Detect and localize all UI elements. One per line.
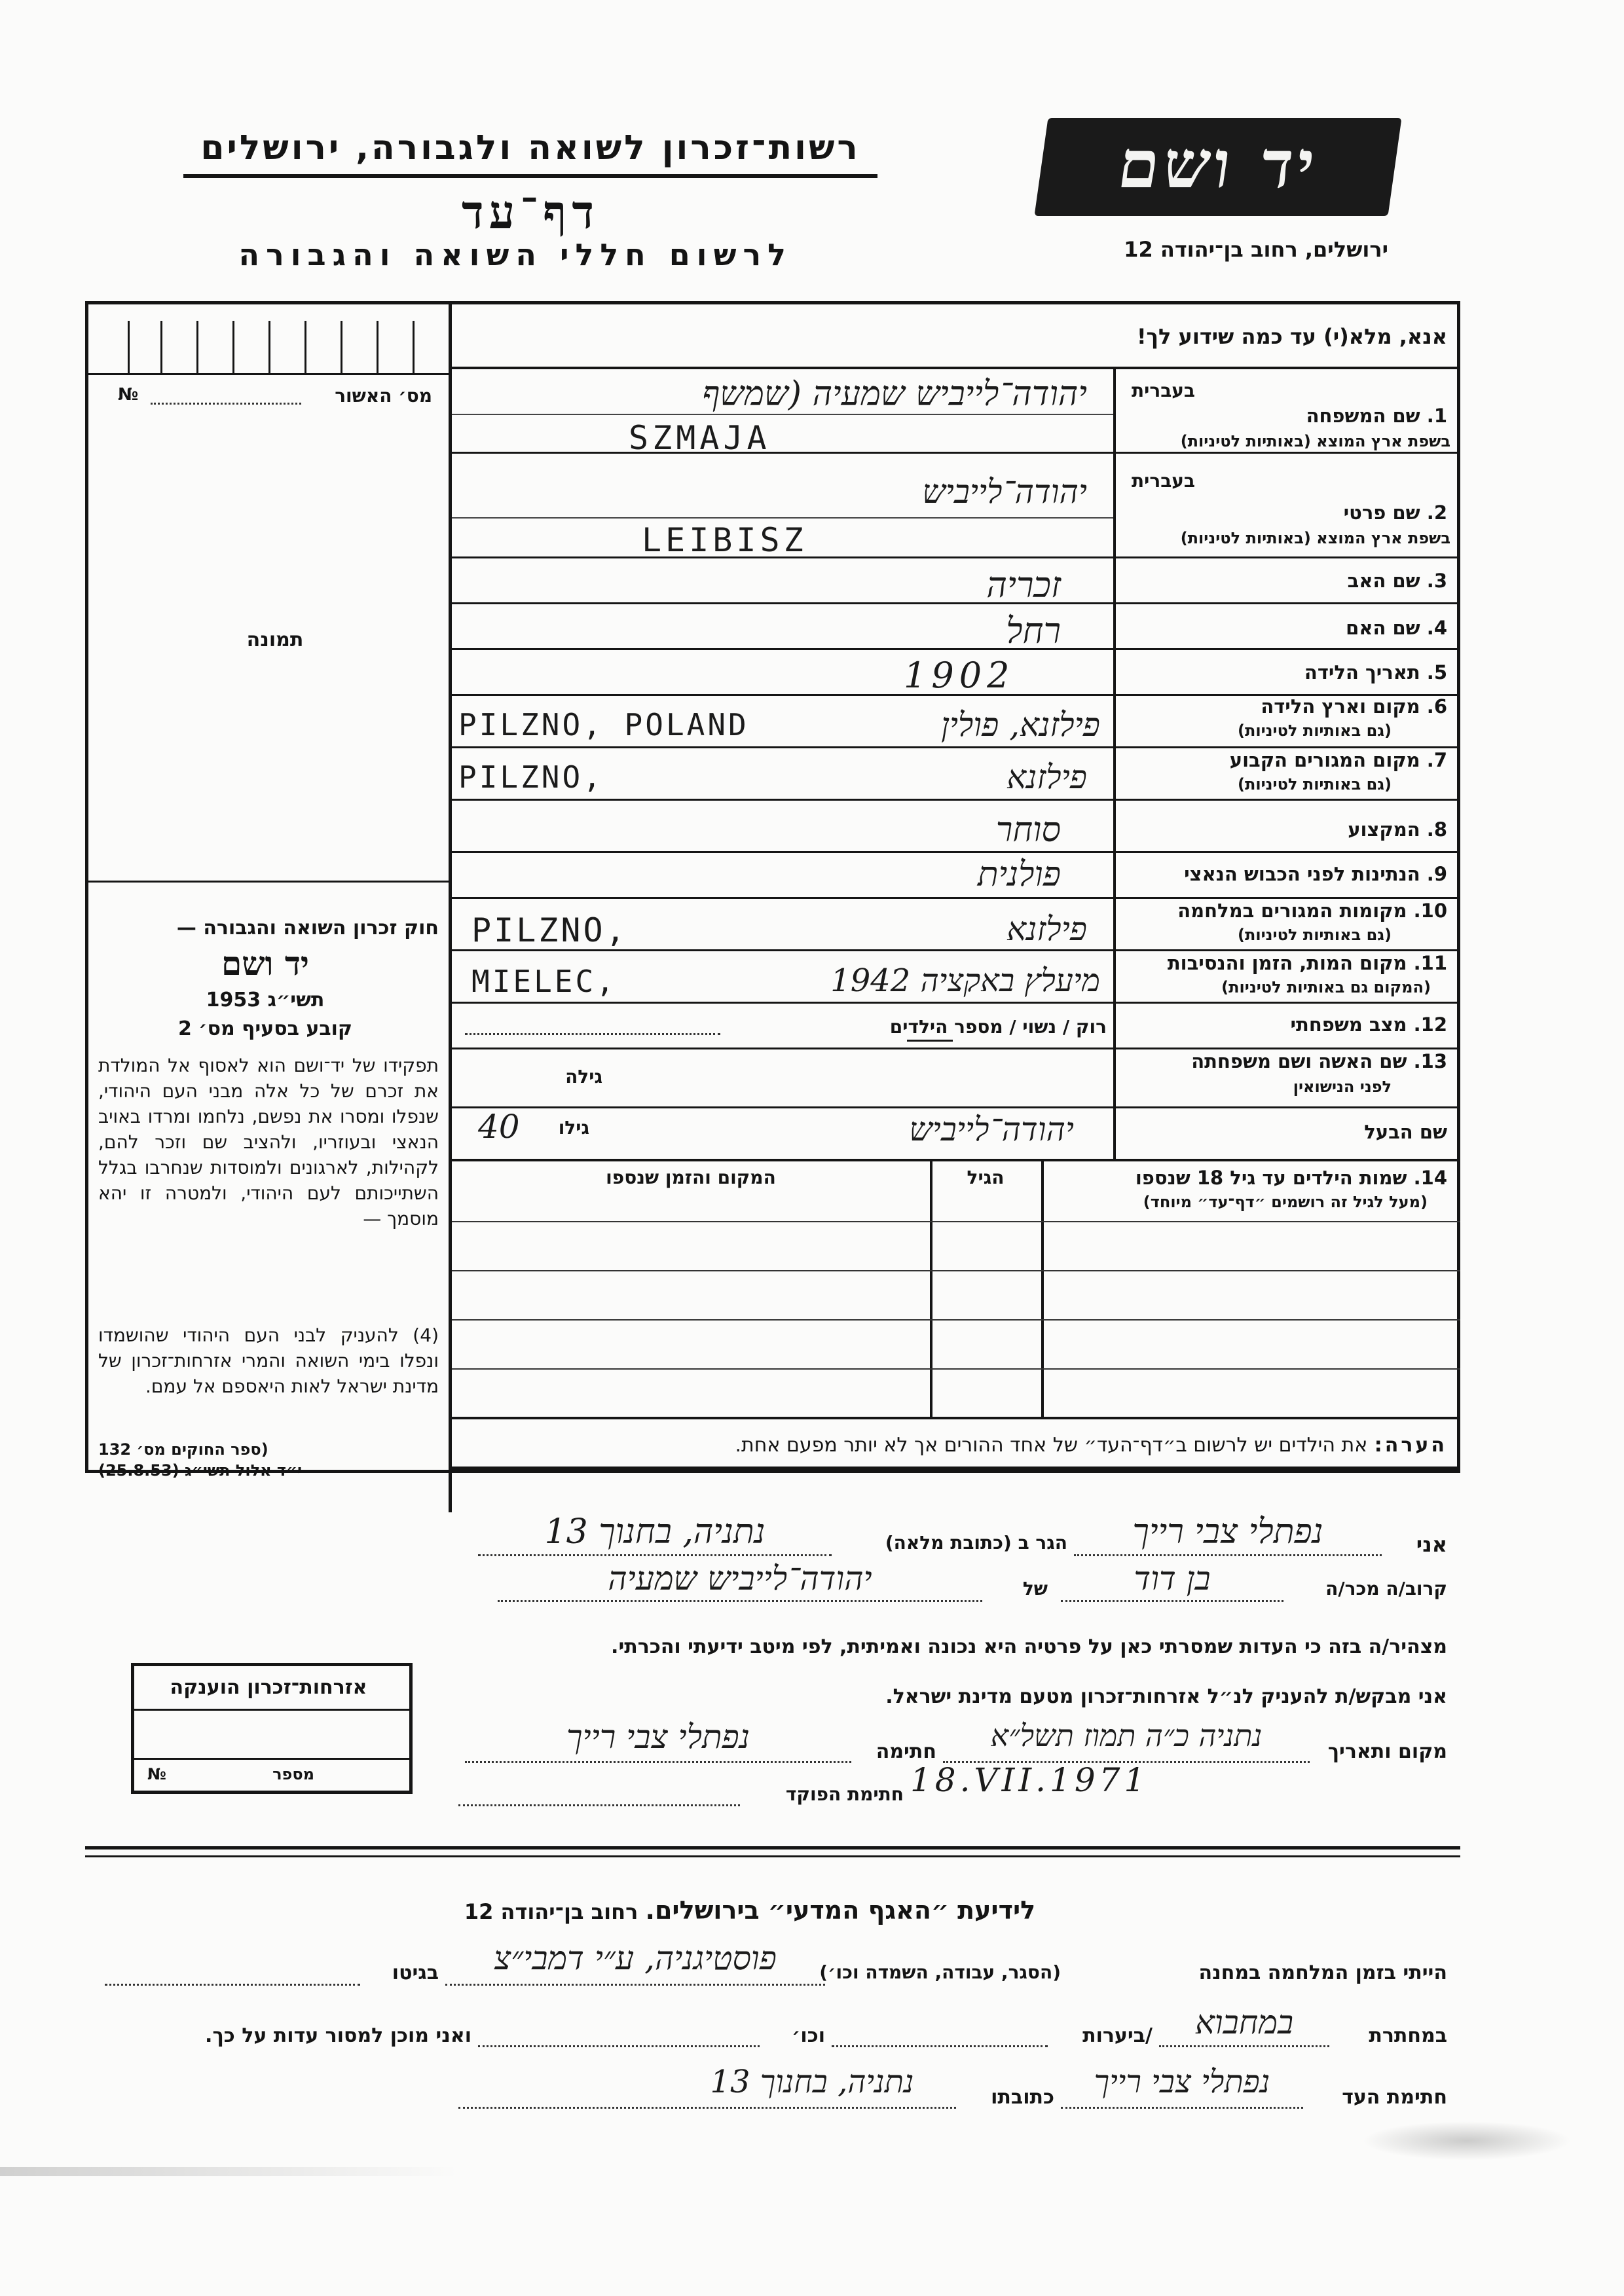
form-intro: אנא, מלא(י) עד כמה שידוע לך! (1136, 324, 1447, 349)
approval-label: מס׳ האשור (335, 385, 432, 407)
field-13-label: 13. שם האשה ושם משפחתה (1191, 1050, 1447, 1072)
law-body-4: (4) להעניק לבני העם היהודי שהושמדו ונפלו בימי השואה והמרי אזרחות־זכרון של מדינת ישראל לאות היאספם אל עמם. (98, 1324, 439, 1397)
research-hiding-value[interactable]: במחבוא (1194, 2003, 1294, 2041)
logo-text: יד ושם (1113, 126, 1323, 203)
field-10-label: 10. מקומות המגורים במלחמה (1177, 900, 1447, 922)
approval-no-mark: № (118, 385, 139, 405)
citizenship-no-mark: № (147, 1765, 166, 1783)
decl-request: אני מבקש/ת להעניק לנ״ל אזרחות־זכרון מטעם מדינת ישראל. (885, 1685, 1447, 1708)
form-subtitle: לרשום חללי השואה והגבורה (238, 237, 792, 272)
law-clause: קובע בסעיף מס׳ 2 (177, 1017, 353, 1040)
field-6-sub: (גם באותיות לטיניות) (1238, 721, 1392, 740)
of-name[interactable]: יהודה־לייביש שמעיה (608, 1559, 872, 1597)
law-title: חוק זכרון השואה והגבורה — (176, 917, 439, 939)
approval-number-field[interactable] (151, 403, 301, 405)
given-name-latin: LEIBISZ (642, 521, 807, 559)
birth-place-latin: PILZNO, POLAND (458, 707, 749, 742)
law-year: תשי״ג 1953 (206, 989, 325, 1011)
photo-area[interactable] (131, 458, 406, 864)
children-place-header: המקום והזמן שנספו (606, 1167, 776, 1188)
children-col-age-right (1041, 1160, 1044, 1417)
yad-vashem-logo (1034, 118, 1401, 216)
birth-date: 1902 (904, 655, 1015, 696)
residence-latin: PILZNO, (458, 759, 604, 795)
children-count-field[interactable] (465, 1033, 720, 1035)
citizenship-number-label: מספר (272, 1765, 314, 1783)
law-ref-1: (ספר החוקים מס׳ 132 (98, 1440, 268, 1459)
field-1-lang: בעברית (1131, 380, 1195, 401)
husband-name: יהודה־לייביש (909, 1110, 1074, 1148)
research-ghetto-field[interactable] (105, 1984, 360, 1986)
decl-place-date[interactable]: נתניה כ״ה תמוז תשל״א (990, 1718, 1263, 1753)
profession: סוחר (995, 811, 1061, 850)
research-ready-label: ואני מוכן למסור עדות על כך. (205, 2024, 471, 2047)
decl-of-label: של (1022, 1578, 1048, 1599)
decl-statement: מצהיר/ה בזה כי העדות שמסרתי כאן על פרטיה היא נכונה ואמיתית, לפי מיטב ידיעתי והכרתי. (611, 1635, 1447, 1658)
witness-name[interactable]: נפתלי צבי רייך (1132, 1512, 1323, 1552)
org-line: רשות־זכרון לשואה ולגבורה, ירושלים (200, 128, 860, 168)
husband-age-label: גילו (558, 1117, 589, 1139)
research-camp-value[interactable]: פוסטיגניה, ע״י דמבי״צ (494, 1939, 777, 1977)
research-camp-types: (הסגר, עבודה, השמדה וכו׳) (819, 1961, 1061, 1983)
husband-age: 40 (478, 1108, 520, 1146)
intro-row-bottom (452, 367, 1460, 369)
label-column-border (1113, 367, 1116, 1159)
birth-place-hebrew: פילזנא, פולין (941, 706, 1100, 744)
research-hiding-label: במחתרת (1369, 2024, 1447, 2047)
field-2-sub: בשפת ארץ המוצא (באותיות לטיניות) (1180, 529, 1450, 547)
law-body: תפקידו של יד־ושם הוא לאסוף אל המולדת את זכרם של כל אלה מבני העם היהודי, שנפלו ומסרו את נפשם, נלחמו ומרדו באויב הנאצי ובעוזריו, ולהציב שם וזכר להם, לקהילות, לארגונים ולמוסדות שנחרבו בגלל השתייכותם לעם היהודי, ולמטרה זו יהא מוסמך — (98, 1055, 439, 1230)
decl-signature-label: חתימה (876, 1740, 936, 1763)
note-row: הערה: את הילדים יש לרשום ב״דף־העד״ של אחד ההורים אך לא יותר מפעם אחת. (735, 1434, 1447, 1457)
decl-relative-label: קרוב/ה מכר/ה (1325, 1578, 1447, 1599)
form-title: דף־עד (461, 185, 599, 239)
field-11-label: 11. מקום המות, הזמן והנסיבות (1167, 952, 1447, 974)
decl-official-label: חתימת הפוקד (785, 1783, 904, 1805)
field-11-sub: (המקום גם באותיות לטיניות) (1221, 978, 1431, 996)
witness-address[interactable]: נתניה, בחנוך 13 (544, 1512, 766, 1552)
note-row-bottom (452, 1467, 1460, 1470)
children-sub: (מעל לגיל זה רושמים ״דף־עד״ מיוחד) (1143, 1193, 1428, 1211)
research-address-label: כתובתו (991, 2086, 1054, 2109)
org-line-underline (183, 174, 877, 178)
given-name-hebrew: יהודה־לייביש (922, 473, 1087, 511)
research-etc-label: וכו׳ (792, 2024, 825, 2047)
field-4-label: 4. שם האם (1346, 617, 1447, 639)
scan-smudge (1362, 2121, 1572, 2160)
research-ghetto-label: בגיטו (392, 1961, 439, 1984)
research-row-title: לידיעת ״האגף המדעי״ בירושלים. רחוב בן־יהודה 12 (464, 1896, 1036, 1925)
research-witness-address[interactable]: נתניה, בחנוך 13 (710, 2064, 914, 2100)
research-forests-field[interactable] (832, 2045, 1048, 2047)
family-name-latin: SZMAJA (629, 419, 771, 457)
decl-place-date-label: מקום ותאריך (1327, 1740, 1447, 1763)
husband-name-label: שם הבעל (1364, 1121, 1447, 1143)
field-10-sub: (גם באותיות לטיניות) (1238, 926, 1392, 944)
field-8-label: 8. המקצוע (1348, 818, 1447, 841)
section-divider (85, 1846, 1460, 1850)
decl-living-label: הגר ב (כתובת מלאה) (885, 1532, 1067, 1554)
tick-strip (88, 304, 449, 375)
wife-age-label: גילה (565, 1066, 602, 1087)
death-place-hebrew: מיעלץ באקציה 1942 (830, 962, 1100, 999)
research-witness-sig-label: חתימת העד (1342, 2086, 1447, 2109)
field-9-label: 9. הנתינות לפני הכבוש הנאצי (1184, 863, 1447, 885)
family-name-hebrew: יהודה־לייביש שמעיה (שמשף (702, 374, 1087, 414)
wartime-residence-hebrew: פילזנא (1006, 910, 1087, 948)
field-7-label: 7. מקום המגורים הקבוע (1229, 749, 1447, 771)
research-forests-label: /ביערות (1082, 2024, 1153, 2047)
mother-name: רחל (1006, 610, 1061, 651)
marital-status-options[interactable]: רוק / נשוי / מספר הילדים (889, 1016, 1107, 1038)
field-6-label: 6. מקום וארץ הלידה (1261, 695, 1447, 718)
field-2-lang: בעברית (1131, 470, 1195, 492)
citizenship-box-title: אזרחות־זכרון הוענקה (170, 1676, 367, 1699)
field-13-sub: לפני הנישואין (1293, 1078, 1392, 1096)
decl-i-label: אני (1416, 1532, 1447, 1557)
photo-label: תמונה (246, 629, 304, 651)
children-label: 14. שמות הילדים עד גיל 18 שנספו (1135, 1167, 1447, 1189)
field-1-sub: בשפת ארץ המוצא (באותיות לטיניות) (1180, 432, 1450, 450)
research-camp-label: הייתי בזמן המלחמה במחנה (1198, 1961, 1447, 1984)
residence-hebrew: פילזנא (1006, 758, 1087, 796)
married-underline (907, 1040, 953, 1042)
field-12-label: 12. מצב משפחתי (1290, 1013, 1447, 1036)
law-name: יד ושם (221, 944, 309, 983)
research-witness-sig[interactable]: נפתלי צבי רייך (1094, 2064, 1270, 2100)
father-name: זכריה (986, 564, 1061, 606)
left-column-border (449, 301, 452, 1512)
research-etc-field[interactable] (478, 2045, 760, 2047)
relation[interactable]: בן דוד (1134, 1559, 1211, 1597)
field-1-label: 1. שם המשפחה (1306, 405, 1447, 427)
field-5-label: 5. תאריך הלידה (1304, 661, 1447, 683)
children-age-header: הגיל (967, 1167, 1005, 1188)
field-7-sub: (גם באותיות לטיניות) (1238, 775, 1392, 793)
children-col-age-left (930, 1160, 932, 1417)
citizenship: פולנית (977, 855, 1061, 894)
field-2-label: 2. שם פרטי (1343, 501, 1447, 524)
law-ref-2: י״ד אלול תשי״ג (25.8.53) (98, 1461, 303, 1480)
scan-edge (0, 2167, 458, 2176)
field-3-label: 3. שם האב (1347, 570, 1447, 592)
decl-official-date[interactable]: 18.VII.1971 (910, 1761, 1149, 1799)
header-address: ירושלים, רחוב בן־יהודה 12 (1124, 237, 1388, 262)
decl-signature[interactable]: נפתלי צבי רייך (566, 1718, 750, 1756)
death-place-latin: MIELEC, (471, 964, 617, 999)
wartime-residence-latin: PILZNO, (471, 911, 628, 949)
